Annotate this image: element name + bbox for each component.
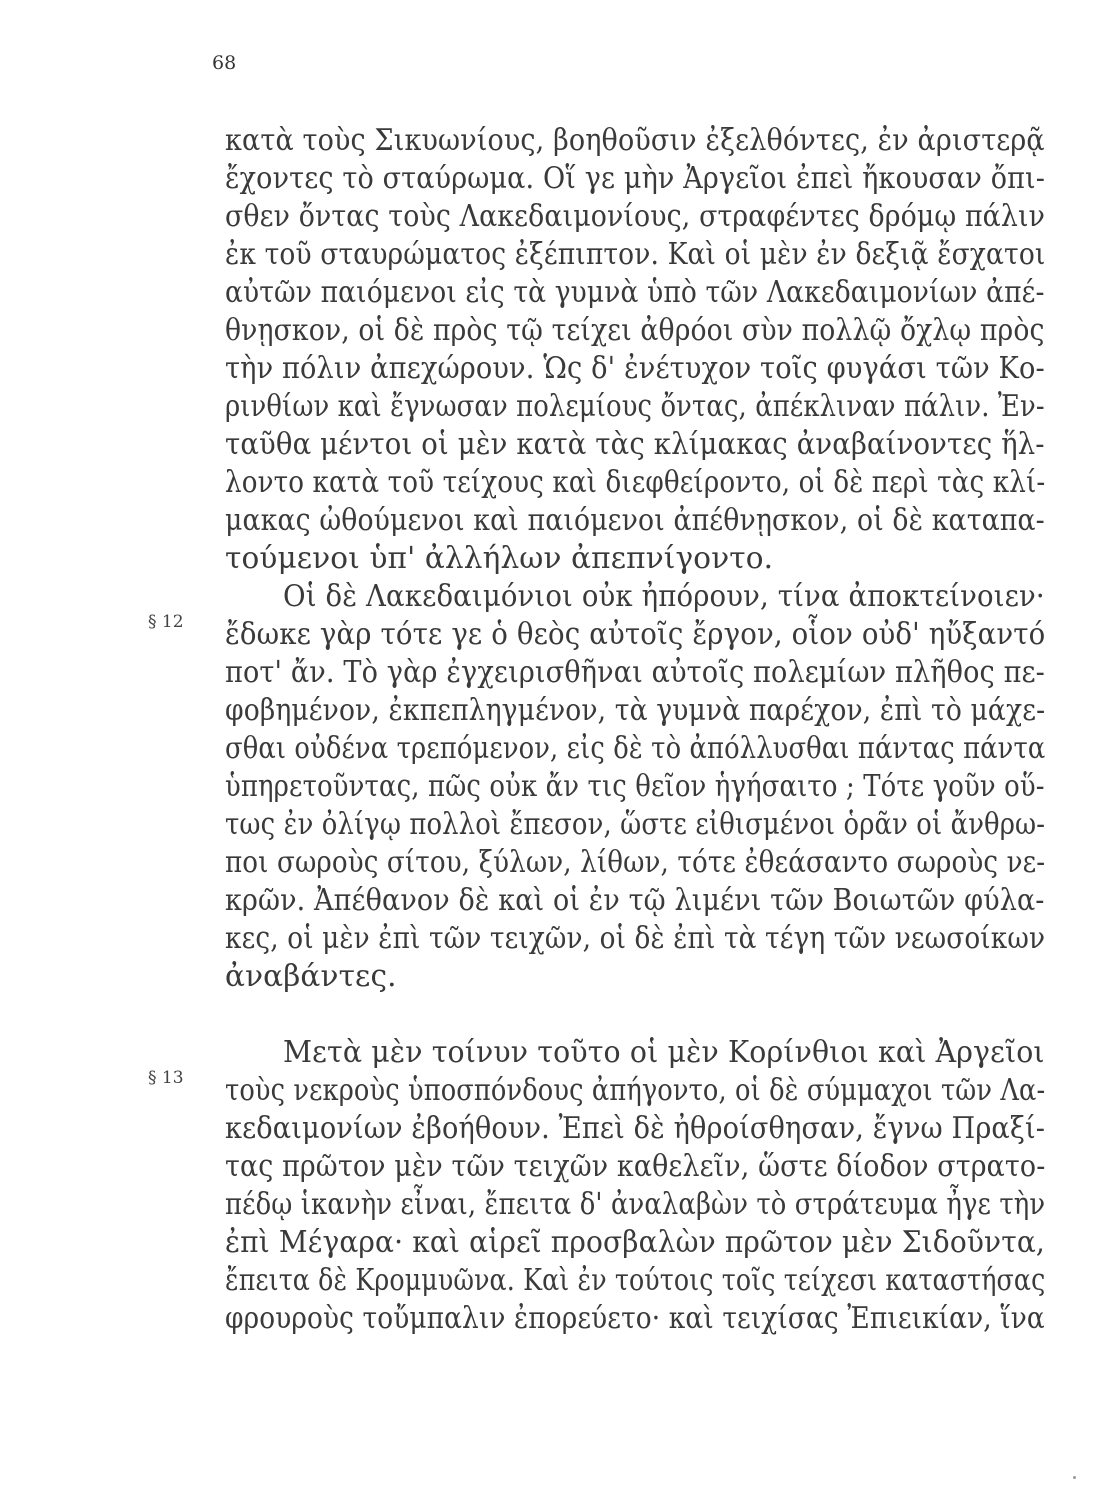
text-line: φοβημένον, ἐκπεπληγμένον, τὰ γυμνὰ παρέχον, ἐπὶ τὸ μάχε- [225, 693, 1046, 727]
page-number: 68 [212, 52, 237, 74]
text-line: τοὺς νεκροὺς ὑποσπόνδους ἀπήγοντο, οἱ δὲ σύμμαχοι τῶν Λα- [225, 1073, 1046, 1107]
text-line: ἀναβάντες. [225, 959, 397, 993]
section-marker-13: § 13 [148, 1068, 184, 1088]
text-line: σθεν ὄντας τοὺς Λακεδαιμονίους, στραφέντες δρόμῳ πάλιν [225, 199, 1046, 233]
text-line: αὐτῶν παιόμενοι εἰς τὰ γυμνὰ ὑπὸ τῶν Λακεδαιμονίων ἀπέ- [225, 275, 1045, 309]
text-line: ρινθίων καὶ ἔγνωσαν πολεμίους ὄντας, ἀπέκλιναν πάλιν. Ἐν- [225, 389, 1045, 423]
text-line: τούμενοι ὑπ' ἀλλήλων ἀπεπνίγοντο. [225, 541, 774, 575]
text-line: ἐπὶ Μέγαρα· καὶ αἱρεῖ προσβαλὼν πρῶτον μὲν Σιδοῦντα, [225, 1225, 1045, 1259]
text-line: πέδῳ ἱκανὴν εἶναι, ἔπειτα δ' ἀναλαβὼν τὸ στράτευμα ἦγε τὴν [225, 1187, 1046, 1221]
text-line: μακας ὠθούμενοι καὶ παιόμενοι ἀπέθνῃσκον, οἱ δὲ καταπα- [225, 503, 1045, 537]
text-line: ἔπειτα δὲ Κρομμυῶνα. Καὶ ἐν τούτοις τοῖς τείχεσι καταστήσας [225, 1263, 1046, 1297]
paper-speck [1073, 1476, 1076, 1479]
text-line: ἔχοντες τὸ σταύρωμα. Οἵ γε μὴν Ἀργεῖοι ἐπεὶ ἤκουσαν ὄπι- [225, 161, 1046, 195]
text-line: τας πρῶτον μὲν τῶν τειχῶν καθελεῖν, ὥστε δίοδον στρατο- [225, 1149, 1046, 1183]
text-line: ταῦθα μέντοι οἱ μὲν κατὰ τὰς κλίμακας ἀναβαίνοντες ἥλ- [225, 427, 1045, 461]
text-line: σθαι οὐδένα τρεπόμενον, εἰς δὲ τὸ ἀπόλλυσθαι πάντας πάντα [225, 731, 1046, 765]
text-line: τως ἐν ὀλίγῳ πολλοὶ ἔπεσον, ὥστε εἰθισμένοι ὁρᾶν οἱ ἄνθρω- [225, 807, 1046, 841]
text-line: Οἱ δὲ Λακεδαιμόνιοι οὐκ ἠπόρουν, τίνα ἀποκτείνοιεν· [283, 579, 1045, 613]
text-line: κεδαιμονίων ἐβοήθουν. Ἐπεὶ δὲ ἠθροίσθησαν, ἔγνω Πραξί- [225, 1111, 1046, 1145]
text-line: φρουροὺς τοὔμπαλιν ἐπορεύετο· καὶ τειχίσας Ἐπιεικίαν, ἵνα [225, 1301, 1045, 1335]
text-line: κες, οἱ μὲν ἐπὶ τῶν τειχῶν, οἱ δὲ ἐπὶ τὰ τέγη τῶν νεωσοίκων [225, 921, 1046, 955]
text-line: κατὰ τοὺς Σικυωνίους, βοηθοῦσιν ἐξελθόντες, ἐν ἀριστερᾷ [225, 123, 1045, 157]
text-line: ποτ' ἄν. Τὸ γὰρ ἐγχειρισθῆναι αὐτοῖς πολεμίων πλῆθος πε- [225, 655, 1045, 689]
text-line: τὴν πόλιν ἀπεχώρουν. Ὡς δ' ἐνέτυχον τοῖς φυγάσι τῶν Κο- [225, 351, 1045, 385]
text-line: κρῶν. Ἀπέθανον δὲ καὶ οἱ ἐν τῷ λιμένι τῶν Βοιωτῶν φύλα- [225, 883, 1045, 917]
text-line: ἔδωκε γὰρ τότε γε ὁ θεὸς αὐτοῖς ἔργον, οἷον οὐδ' ηὔξαντό [225, 617, 1046, 651]
text-line: ἐκ τοῦ σταυρώματος ἐξέπιπτον. Καὶ οἱ μὲν ἐν δεξιᾷ ἔσχατοι [225, 237, 1046, 271]
text-line: ποι σωροὺς σίτου, ξύλων, λίθων, τότε ἐθεάσαντο σωροὺς νε- [225, 845, 1046, 879]
text-line: λοντο κατὰ τοῦ τείχους καὶ διεφθείροντο, οἱ δὲ περὶ τὰς κλί- [225, 465, 1046, 499]
section-marker-12: § 12 [148, 612, 184, 632]
text-line: ὑπηρετοῦντας, πῶς οὐκ ἄν τις θεῖον ἡγήσαιτο ; Τότε γοῦν οὕ- [225, 769, 1045, 803]
text-line: Μετὰ μὲν τοίνυν τοῦτο οἱ μὲν Κορίνθιοι καὶ Ἀργεῖοι [283, 1035, 1045, 1069]
text-line: θνῃσκον, οἱ δὲ πρὸς τῷ τείχει ἀθρόοι σὺν πολλῷ ὄχλῳ πρὸς [225, 313, 1045, 347]
